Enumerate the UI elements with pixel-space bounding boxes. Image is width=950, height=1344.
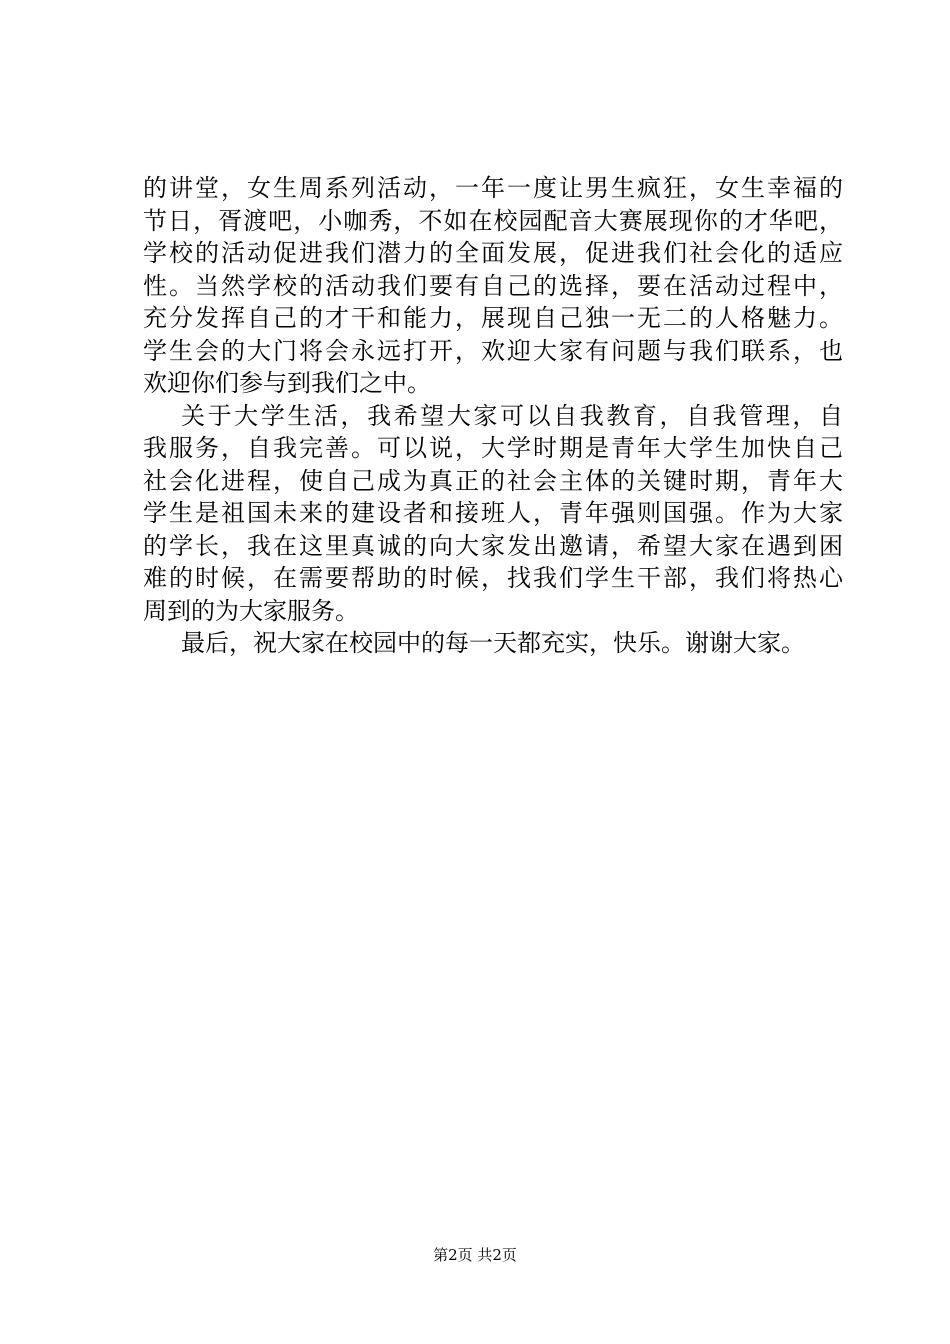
text-line: 学生会的大门将会永远打开，欢迎大家有问题与我们联系，也	[143, 336, 843, 365]
text-line: 我服务，自我完善。可以说，大学时期是青年大学生加快自己	[143, 434, 843, 462]
document-body	[143, 172, 843, 660]
text-line: 最后，祝大家在校园中的每一天都充实，快乐。谢谢大家。	[181, 629, 805, 657]
text-line: 社会化进程，使自己成为真正的社会主体的关键时期，青年大	[143, 466, 843, 495]
paragraph	[143, 627, 843, 660]
text-line: 学校的活动促进我们潜力的全面发展，促进我们社会化的适应	[143, 239, 843, 267]
text-line: 难的时候，在需要帮助的时候，找我们学生干部，我们将热心	[143, 564, 843, 592]
paragraph	[143, 400, 843, 628]
text-line: 性。当然学校的活动我们要有自己的选择，要在活动过程中，	[143, 271, 843, 300]
text-line: 节日，胥渡吧，小咖秀，不如在校园配音大赛展现你的才华吧，	[143, 206, 843, 235]
text-line: 的讲堂，女生周系列活动，一年一度让男生疯狂，女生幸福的	[143, 174, 843, 202]
paragraph	[143, 172, 843, 400]
text-line: 的学长，我在这里真诚的向大家发出邀请，希望大家在遇到困	[143, 531, 843, 560]
text-line: 关于大学生活，我希望大家可以自我教育，自我管理，自	[181, 401, 843, 430]
text-line: 欢迎你们参与到我们之中。	[143, 369, 431, 397]
text-line: 学生是祖国未来的建设者和接班人，青年强则国强。作为大家	[143, 499, 843, 527]
page-footer: 第2页 共2页	[433, 1246, 517, 1264]
text-line: 周到的为大家服务。	[143, 596, 359, 625]
text-line: 充分发挥自己的才干和能力，展现自己独一无二的人格魅力。	[143, 304, 843, 332]
